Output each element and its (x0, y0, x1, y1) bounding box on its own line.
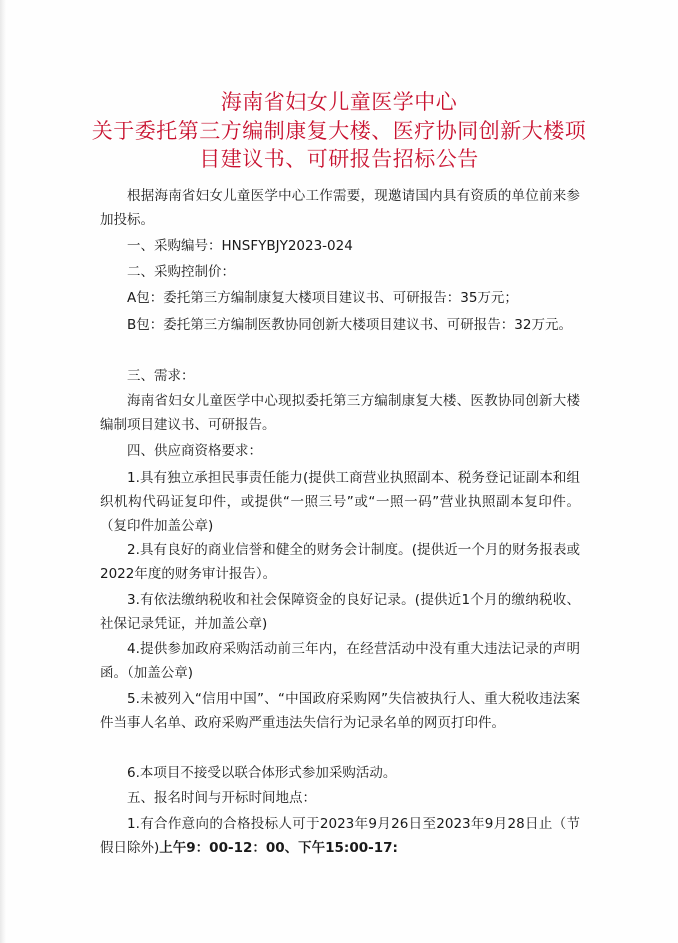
section-procurement-number: 一、采购编号：HNSFYBJY2023-024 (127, 238, 353, 254)
qualification-item-3: 3.有依法缴纳税收和社会保障资金的良好记录。(提供近1个月的缴纳税收、社保记录凭证，并加盖公章) (100, 592, 580, 632)
section-control-price-heading: 二、采购控制价： (127, 264, 235, 280)
document-title-line-2: 关于委托第三方编制康复大楼、医疗协同创新大楼项 (91, 119, 587, 143)
document-title-line-3: 目建议书、可研报告招标公告 (199, 147, 479, 171)
package-a-price: A包：委托第三方编制康复大楼项目建议书、可研报告：35万元； (127, 290, 518, 306)
qualification-item-6: 6.本项目不接受以联合体形式参加采购活动。 (127, 765, 397, 781)
section-registration-heading: 五、报名时间与开标时间地点： (127, 790, 316, 806)
document-title-line-1: 海南省妇女儿童医学中心 (220, 90, 458, 114)
section-qualifications-heading: 四、供应商资格要求： (127, 443, 262, 459)
registration-hours: 上午9：00-12：00、下午15:00-17: (159, 840, 398, 856)
qualification-item-5: 5.未被列入“信用中国”、“中国政府采购网”失信被执行人、重大税收违法案件当事人名单、政府采购严重违法失信行为记录名单的网页打印件。 (100, 691, 580, 731)
qualification-item-1: 1.具有独立承担民事责任能力(提供工商营业执照副本、税务登记证副本和组织机构代码证复印件，或提供“一照三号”或“一照一码”营业执照副本复印件。（复印件加盖公章) (100, 470, 580, 534)
requirements-paragraph: 海南省妇女儿童医学中心现拟委托第三方编制康复大楼、医教协同创新大楼编制项目建议书、可研报告。 (100, 393, 580, 433)
section-requirements-heading: 三、需求： (127, 368, 195, 384)
qualification-item-4: 4.提供参加政府采购活动前三年内，在经营活动中没有重大违法记录的声明函。（加盖公章) (100, 641, 580, 681)
package-b-price: B包：委托第三方编制医教协同创新大楼项目建议书、可研报告：32万元。 (127, 317, 572, 333)
qualification-item-2: 2.具有良好的商业信誉和健全的财务会计制度。(提供近一个月的财务报表或2022年度的财务审计报告）。 (100, 542, 580, 582)
registration-item-1 (100, 812, 580, 860)
intro-paragraph: 根据海南省妇女儿童医学中心工作需要，现邀请国内具有资质的单位前来参加投标。 (100, 188, 580, 228)
registration-dates: 1.有合作意向的合格投标人可于2023年9月26日至2023年9月28日止（节假日除外) (100, 816, 580, 856)
